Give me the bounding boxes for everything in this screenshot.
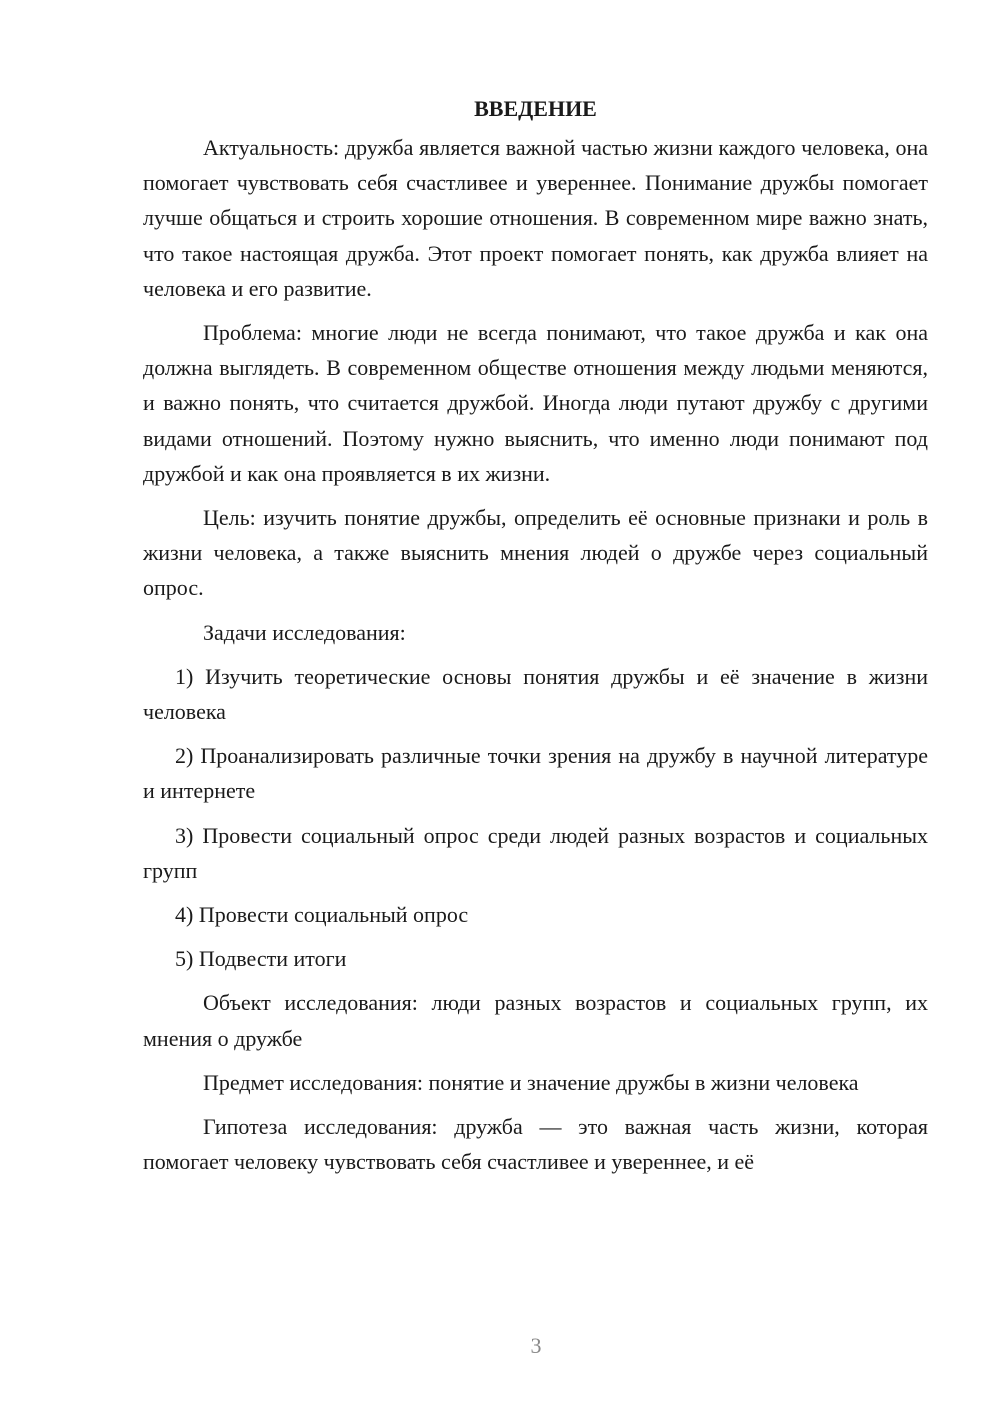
- page-number: 3: [530, 1333, 542, 1358]
- task-item: 2) Проанализировать различные точки зрения на дружбу в научной литературе и интернете: [143, 743, 928, 804]
- goal-paragraph: Цель: изучить понятие дружбы, определить её основные признаки и роль в жизни человека, а также выяснить мнения людей о дружбе через социальный опрос.: [143, 505, 928, 601]
- task-item: 5) Подвести итоги: [175, 946, 347, 972]
- problem-paragraph: Проблема: многие люди не всегда понимают, что такое дружба и как она должна выглядеть. В современном обществе отношения между людьми меняются, и важно понять, что считается дружбой. Иногда люди путают дружбу с другими видами отношений. Поэтому нужно выяснить, что именно люди понимают под дружбой и как она проявляется в их жизни.: [143, 320, 928, 486]
- object-paragraph: Объект исследования: люди разных возрастов и социальных групп, их мнения о дружбе: [143, 990, 928, 1051]
- page-title: ВВЕДЕНИЕ: [474, 96, 597, 121]
- hypothesis-paragraph: Гипотеза исследования: дружба — это важная часть жизни, которая помогает человеку чувствовать себя счастливее и увереннее, и её: [143, 1114, 928, 1175]
- task-item: 3) Провести социальный опрос среди людей разных возрастов и социальных групп: [143, 822, 928, 883]
- subject-paragraph: Предмет исследования: понятие и значение дружбы в жизни человека: [203, 1069, 859, 1095]
- relevance-paragraph: Актуальность: дружба является важной частью жизни каждого человека, она помогает чувствовать себя счастливее и увереннее. Понимание дружбы помогает лучше общаться и строить хорошие отношения. В современном мире важно знать, что такое настоящая дружба. Этот проект помогает понять, как дружба влияет на человека и его развитие.: [143, 135, 928, 301]
- task-item: 4) Провести социальный опрос: [175, 902, 469, 928]
- document-page: [143, 92, 928, 1188]
- task-item: 1) Изучить теоретические основы понятия дружбы и её значение в жизни человека: [143, 663, 928, 725]
- tasks-heading: Задачи исследования:: [203, 619, 406, 645]
